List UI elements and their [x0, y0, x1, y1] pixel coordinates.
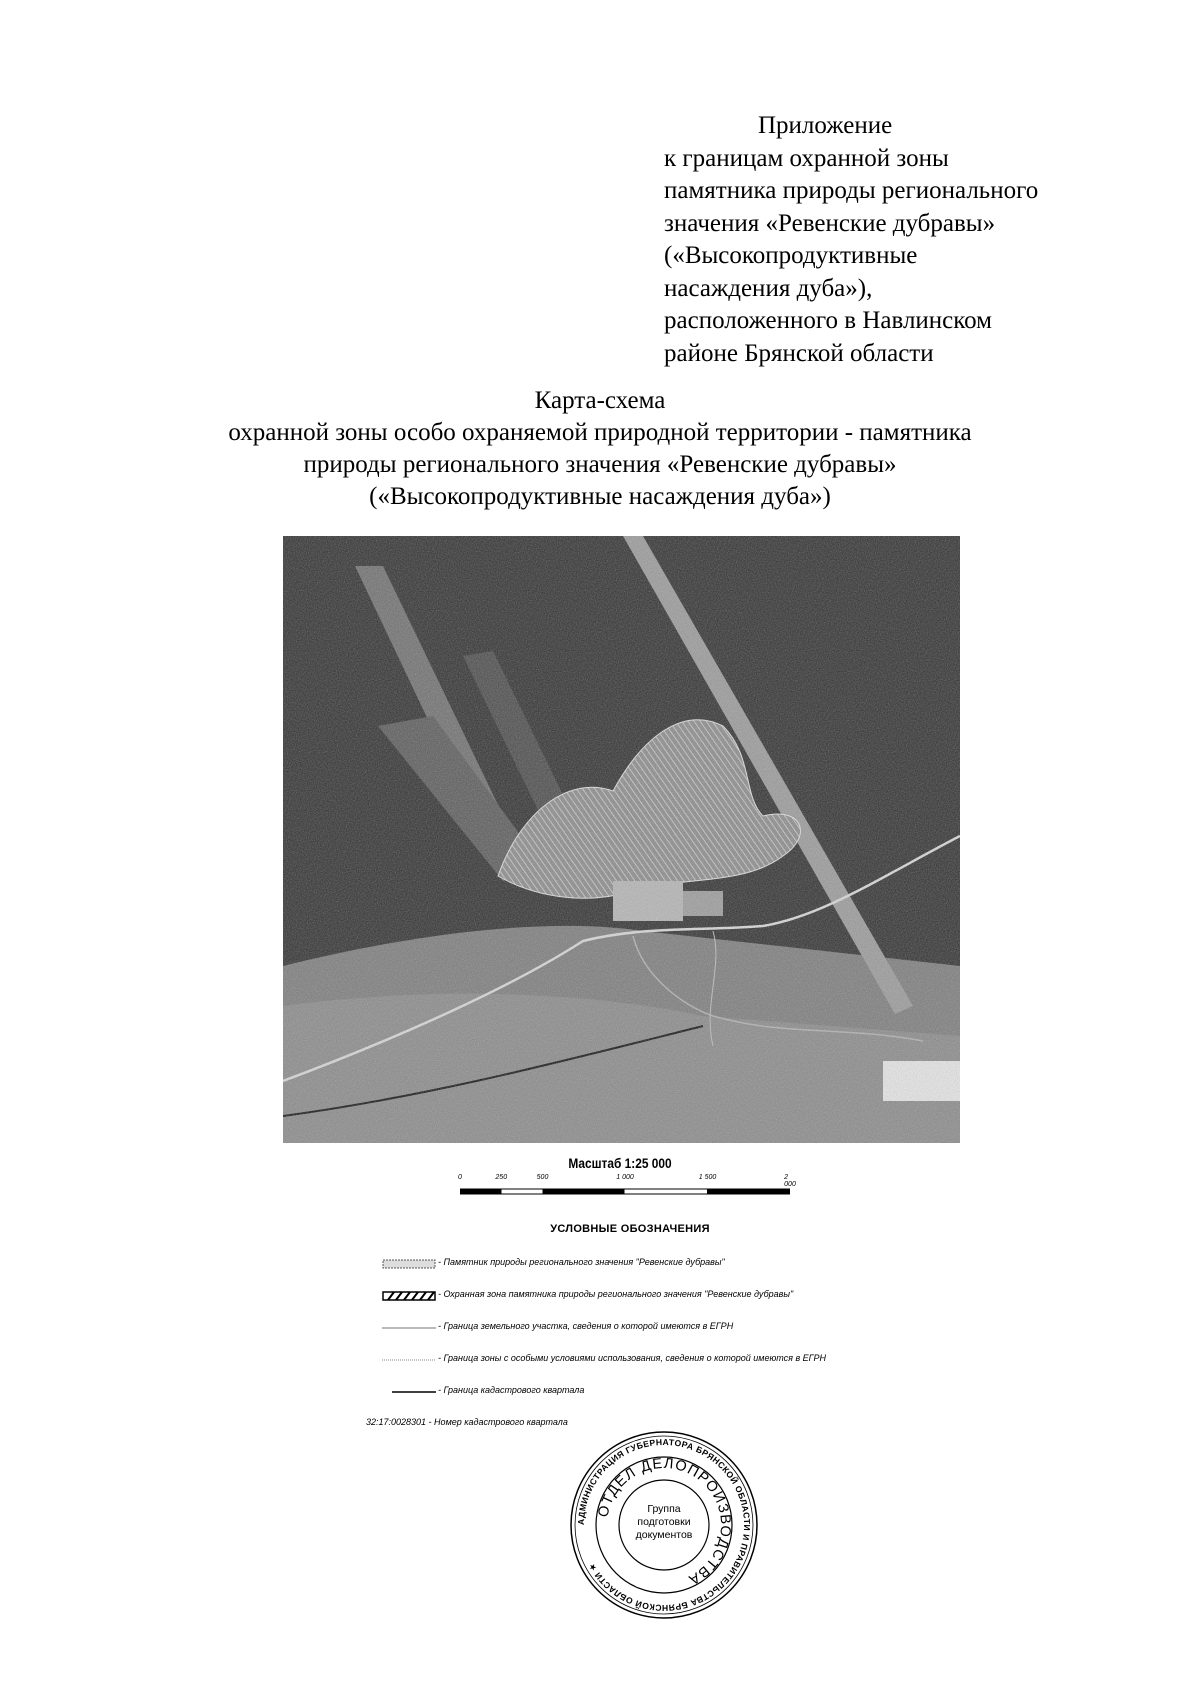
stamp-outer-text: АДМИНИСТРАЦИЯ ГУБЕРНАТОРА БРЯНСКОЙ ОБЛАСТИ И ПРАВИТЕЛЬСТВА БРЯНСКОЙ ОБЛАСТИ ★ — [575, 1436, 753, 1614]
map-scale — [420, 1155, 820, 1197]
document-title — [0, 385, 1200, 513]
scale-tick-label: 1 500 — [698, 1174, 717, 1181]
scale-tick-label: 250 — [495, 1174, 508, 1181]
title-line: («Высокопродуктивные насаждения дуба») — [369, 483, 831, 510]
scale-tick-label: 0 — [458, 1174, 462, 1181]
title-line: охранной зоны особо охраняемой природной территории - памятника — [228, 419, 972, 446]
scale-title: Масштаб 1:25 000 — [568, 1155, 672, 1171]
thick-line-icon — [382, 1387, 436, 1397]
dark-hatch-icon — [382, 1291, 436, 1301]
annex-line: («Высокопродуктивные — [664, 242, 918, 269]
annex-line: расположенного в Навлинском — [664, 307, 993, 334]
legend-item — [366, 1385, 926, 1417]
legend-title: УСЛОВНЫЕ ОБОЗНАЧЕНИЯ — [550, 1223, 710, 1235]
title-line: природы регионального значения «Ревенские дубравы» — [303, 451, 897, 478]
title-line: Карта-схема — [534, 387, 666, 414]
legend-item — [366, 1321, 926, 1353]
legend-item-label: 32:17:0028301 - Номер кадастрового квартала — [366, 1417, 568, 1427]
scale-bar — [458, 1174, 796, 1197]
thin-line-icon — [382, 1323, 436, 1333]
legend-item-label: - Граница земельного участка, сведения о которой имеются в ЕГРН — [438, 1321, 734, 1331]
legend-item — [366, 1353, 926, 1385]
annex-line: к границам охранной зоны — [664, 144, 949, 172]
stamp-center-line: документов — [635, 1529, 693, 1541]
dotted-line-icon — [382, 1355, 436, 1365]
legend-item-label: - Граница зоны с особыми условиями использования, сведения о которой имеются в ЕГРН — [438, 1353, 827, 1363]
scale-tick-label: 2 000 — [784, 1174, 796, 1188]
scale-tick-label: 500 — [536, 1174, 549, 1181]
scale-bar-graphic — [460, 1186, 790, 1198]
legend-item — [366, 1289, 926, 1321]
stamp-center-line: Группа — [647, 1503, 681, 1515]
legend-item-label: - Граница кадастрового квартала — [438, 1385, 585, 1395]
annex-line: значения «Ревенские дубравы» — [664, 209, 996, 237]
legend — [366, 1257, 926, 1449]
annex-line: районе Брянской области — [664, 339, 934, 367]
stamp-center-text — [569, 1503, 759, 1542]
annex-header — [664, 110, 1144, 370]
annex-line: Приложение — [758, 112, 893, 139]
light-hatch-icon — [382, 1259, 436, 1269]
stamp-center-line: подготовки — [637, 1516, 691, 1528]
aerial-map-image — [283, 536, 960, 1143]
legend-item-label: - Памятник природы регионального значения "Ревенские дубравы" — [438, 1257, 725, 1267]
annex-line: насаждения дуба»), — [664, 274, 873, 302]
legend-item-label: - Охранная зона памятника природы регионального значения "Ревенские дубравы" — [438, 1289, 794, 1299]
annex-line: памятника природы регионального — [664, 177, 1039, 204]
legend-item — [366, 1257, 926, 1289]
official-stamp — [569, 1430, 759, 1620]
stamp-inner-text: ОТДЕЛ ДЕЛОПРОИЗВОДСТВА — [595, 1455, 734, 1588]
scale-tick-label: 1 000 — [616, 1174, 634, 1181]
